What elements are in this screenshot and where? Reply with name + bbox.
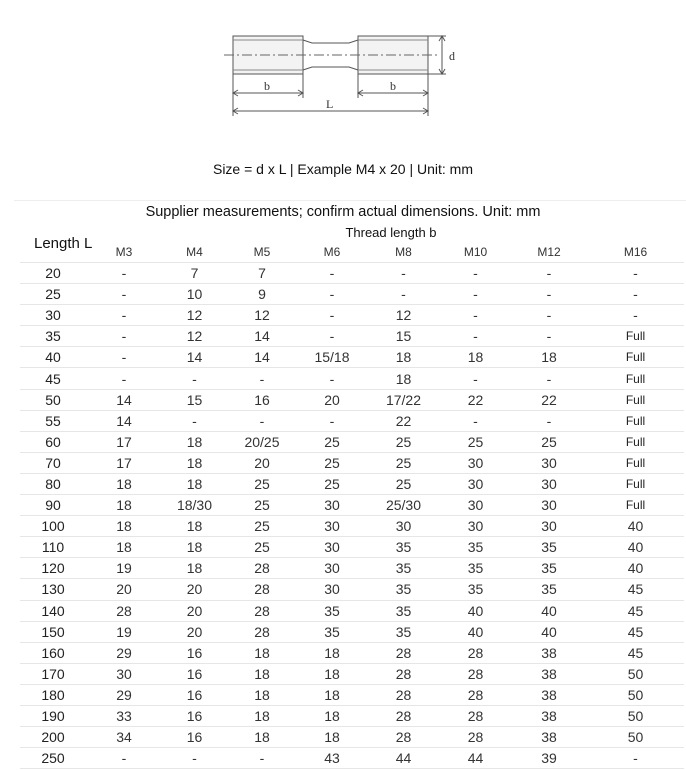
thread-length-cell: 18/30 bbox=[162, 495, 227, 516]
thread-length-cell: 30 bbox=[297, 516, 367, 537]
thread-length-cell: - bbox=[440, 368, 511, 389]
thread-length-cell: - bbox=[227, 368, 297, 389]
thread-length-cell: 28 bbox=[367, 642, 440, 663]
table-row bbox=[20, 326, 684, 347]
thread-length-cell: 35 bbox=[367, 579, 440, 600]
thread-length-cell: - bbox=[86, 305, 162, 326]
thread-length-cell: 38 bbox=[511, 727, 587, 748]
thread-length-cell: 43 bbox=[297, 748, 367, 769]
length-cell: 60 bbox=[20, 431, 86, 452]
length-cell: 120 bbox=[20, 558, 86, 579]
thread-length-cell: 14 bbox=[227, 347, 297, 368]
table-row bbox=[20, 410, 684, 431]
thread-length-cell: 28 bbox=[367, 663, 440, 684]
thread-length-cell: Full bbox=[587, 368, 684, 389]
thread-length-cell: 35 bbox=[511, 537, 587, 558]
thread-length-cell: 44 bbox=[440, 748, 511, 769]
thread-length-cell: - bbox=[511, 263, 587, 284]
thread-length-cell: - bbox=[86, 326, 162, 347]
thread-length-cell: 18 bbox=[297, 684, 367, 705]
thread-length-cell: - bbox=[297, 305, 367, 326]
thread-length-cell: 28 bbox=[367, 705, 440, 726]
thread-length-cell: - bbox=[511, 410, 587, 431]
table-row bbox=[20, 748, 684, 769]
column-header: M12 bbox=[511, 242, 587, 263]
thread-length-cell: 30 bbox=[511, 473, 587, 494]
thread-length-cell: Full bbox=[587, 495, 684, 516]
thread-length-cell: 16 bbox=[162, 684, 227, 705]
table-row bbox=[20, 263, 684, 284]
thread-length-cell: - bbox=[86, 284, 162, 305]
thread-length-cell: 19 bbox=[86, 558, 162, 579]
thread-length-cell: 25 bbox=[367, 452, 440, 473]
thread-length-cell: - bbox=[440, 326, 511, 347]
thread-length-table bbox=[20, 242, 684, 769]
thread-length-cell: - bbox=[511, 305, 587, 326]
thread-length-cell: 20 bbox=[162, 621, 227, 642]
table-row bbox=[20, 305, 684, 326]
thread-length-cell: - bbox=[86, 347, 162, 368]
thread-length-cell: 18 bbox=[86, 516, 162, 537]
thread-length-cell: - bbox=[297, 326, 367, 347]
thread-length-cell: 30 bbox=[86, 663, 162, 684]
thread-length-cell: 45 bbox=[587, 579, 684, 600]
table-row bbox=[20, 473, 684, 494]
thread-length-cell: 18 bbox=[227, 705, 297, 726]
thread-length-cell: 30 bbox=[440, 495, 511, 516]
thread-length-cell: - bbox=[86, 368, 162, 389]
thread-length-cell: 18 bbox=[511, 347, 587, 368]
thread-length-cell: - bbox=[440, 410, 511, 431]
thread-length-cell: 25 bbox=[367, 431, 440, 452]
thread-length-cell: 16 bbox=[162, 663, 227, 684]
length-cell: 25 bbox=[20, 284, 86, 305]
thread-length-cell: 28 bbox=[227, 558, 297, 579]
thread-length-cell: 40 bbox=[587, 558, 684, 579]
thread-length-cell: 30 bbox=[440, 516, 511, 537]
length-cell: 190 bbox=[20, 705, 86, 726]
table-row bbox=[20, 347, 684, 368]
thread-length-cell: 20 bbox=[162, 579, 227, 600]
column-header: M4 bbox=[162, 242, 227, 263]
thread-length-cell: 18 bbox=[297, 727, 367, 748]
thread-length-cell: - bbox=[440, 284, 511, 305]
thread-length-cell: 40 bbox=[440, 621, 511, 642]
thread-length-cell: 35 bbox=[511, 558, 587, 579]
thread-length-cell: 22 bbox=[367, 410, 440, 431]
thread-length-cell: Full bbox=[587, 389, 684, 410]
thread-length-cell: 28 bbox=[440, 642, 511, 663]
length-cell: 80 bbox=[20, 473, 86, 494]
length-cell: 90 bbox=[20, 495, 86, 516]
thread-length-cell: 28 bbox=[440, 727, 511, 748]
thread-length-cell: 25/30 bbox=[367, 495, 440, 516]
thread-length-cell: - bbox=[367, 263, 440, 284]
thread-length-cell: - bbox=[86, 263, 162, 284]
thread-length-cell: 34 bbox=[86, 727, 162, 748]
thread-length-cell: 14 bbox=[86, 389, 162, 410]
thread-length-cell: 18 bbox=[367, 368, 440, 389]
table-row bbox=[20, 642, 684, 663]
thread-length-cell: 35 bbox=[367, 600, 440, 621]
thread-length-cell: - bbox=[587, 305, 684, 326]
thread-length-cell: 40 bbox=[587, 516, 684, 537]
thread-length-cell: 18 bbox=[86, 537, 162, 558]
thread-length-cell: 35 bbox=[367, 537, 440, 558]
stud-bolt-diagram bbox=[0, 0, 686, 130]
thread-length-cell: 18 bbox=[227, 727, 297, 748]
thread-length-cell: 14 bbox=[86, 410, 162, 431]
thread-length-cell: 30 bbox=[440, 473, 511, 494]
thread-length-cell: 35 bbox=[440, 537, 511, 558]
thread-length-cell: - bbox=[511, 284, 587, 305]
thread-length-cell: - bbox=[86, 748, 162, 769]
thread-length-cell: 50 bbox=[587, 663, 684, 684]
length-cell: 170 bbox=[20, 663, 86, 684]
thread-length-cell: 28 bbox=[86, 600, 162, 621]
thread-length-cell: 18 bbox=[440, 347, 511, 368]
thread-length-cell: 7 bbox=[227, 263, 297, 284]
thread-length-cell: 22 bbox=[511, 389, 587, 410]
length-cell: 45 bbox=[20, 368, 86, 389]
table-row bbox=[20, 516, 684, 537]
thread-length-cell: 17 bbox=[86, 431, 162, 452]
length-cell: 55 bbox=[20, 410, 86, 431]
thread-length-cell: 30 bbox=[367, 516, 440, 537]
table-row bbox=[20, 663, 684, 684]
thread-length-cell: 40 bbox=[511, 621, 587, 642]
length-cell: 250 bbox=[20, 748, 86, 769]
thread-length-cell: 18 bbox=[162, 452, 227, 473]
thread-length-cell: - bbox=[297, 410, 367, 431]
thread-length-cell: 28 bbox=[227, 579, 297, 600]
length-cell: 200 bbox=[20, 727, 86, 748]
thread-length-cell: 39 bbox=[511, 748, 587, 769]
thread-length-cell: 25 bbox=[297, 452, 367, 473]
thread-length-cell: 40 bbox=[587, 537, 684, 558]
thread-length-cell: 18 bbox=[227, 663, 297, 684]
thread-length-cell: 25 bbox=[297, 431, 367, 452]
thread-length-cell: 25 bbox=[227, 537, 297, 558]
thread-length-cell: 30 bbox=[440, 452, 511, 473]
column-header: M5 bbox=[227, 242, 297, 263]
thread-length-cell: 30 bbox=[297, 579, 367, 600]
thread-length-cell: 18 bbox=[162, 558, 227, 579]
thread-length-cell: 35 bbox=[367, 558, 440, 579]
thread-length-cell: Full bbox=[587, 431, 684, 452]
thread-length-cell: 45 bbox=[587, 642, 684, 663]
thread-length-cell: 20 bbox=[86, 579, 162, 600]
thread-length-cell: 10 bbox=[162, 284, 227, 305]
thread-length-cell: 25 bbox=[511, 431, 587, 452]
length-cell: 150 bbox=[20, 621, 86, 642]
thread-length-cell: - bbox=[162, 748, 227, 769]
thread-length-cell: Full bbox=[587, 473, 684, 494]
thread-length-cell: 30 bbox=[297, 558, 367, 579]
thread-length-cell: 25 bbox=[227, 473, 297, 494]
length-cell: 110 bbox=[20, 537, 86, 558]
thread-length-cell: 30 bbox=[297, 495, 367, 516]
header-length-spacer bbox=[20, 242, 86, 263]
thread-length-cell: 30 bbox=[297, 537, 367, 558]
thread-length-cell: 38 bbox=[511, 642, 587, 663]
thread-length-cell: - bbox=[511, 368, 587, 389]
table-header-row bbox=[20, 242, 684, 263]
thread-length-cell: 25 bbox=[227, 516, 297, 537]
length-cell: 100 bbox=[20, 516, 86, 537]
thread-length-cell: - bbox=[367, 284, 440, 305]
label-d: d bbox=[449, 49, 455, 63]
thread-length-cell: 18 bbox=[86, 495, 162, 516]
table-row bbox=[20, 452, 684, 473]
table-row bbox=[20, 558, 684, 579]
thread-length-cell: 16 bbox=[162, 727, 227, 748]
label-b-left: b bbox=[264, 79, 270, 93]
thread-length-cell: 35 bbox=[511, 579, 587, 600]
thread-length-cell: 28 bbox=[440, 705, 511, 726]
thread-length-cell: 50 bbox=[587, 727, 684, 748]
thread-length-cell: 20 bbox=[227, 452, 297, 473]
table-row bbox=[20, 368, 684, 389]
table-row bbox=[20, 600, 684, 621]
thread-length-cell: 38 bbox=[511, 663, 587, 684]
thread-length-cell: 18 bbox=[297, 705, 367, 726]
thread-length-cell: 35 bbox=[297, 621, 367, 642]
thread-length-cell: 14 bbox=[227, 326, 297, 347]
thread-length-cell: - bbox=[440, 305, 511, 326]
thread-length-cell: 15 bbox=[162, 389, 227, 410]
column-header: M10 bbox=[440, 242, 511, 263]
thread-length-cell: Full bbox=[587, 326, 684, 347]
length-cell: 35 bbox=[20, 326, 86, 347]
thread-length-cell: Full bbox=[587, 410, 684, 431]
thread-length-cell: 28 bbox=[440, 663, 511, 684]
length-cell: 160 bbox=[20, 642, 86, 663]
thread-length-cell: 17 bbox=[86, 452, 162, 473]
thread-length-cell: 18 bbox=[86, 473, 162, 494]
thread-length-cell: Full bbox=[587, 452, 684, 473]
thread-length-cell: 18 bbox=[227, 642, 297, 663]
thread-length-cell: 28 bbox=[440, 684, 511, 705]
thread-length-cell: 28 bbox=[367, 727, 440, 748]
thread-length-cell: 18 bbox=[162, 431, 227, 452]
column-header: M6 bbox=[297, 242, 367, 263]
thread-length-cell: 18 bbox=[162, 516, 227, 537]
thread-length-cell: - bbox=[587, 748, 684, 769]
thread-length-cell: 12 bbox=[162, 326, 227, 347]
thread-length-cell: 50 bbox=[587, 684, 684, 705]
table-row bbox=[20, 621, 684, 642]
thread-length-cell: 33 bbox=[86, 705, 162, 726]
table-top-divider bbox=[14, 200, 686, 201]
label-b-right: b bbox=[390, 79, 396, 93]
thread-length-cell: 30 bbox=[511, 495, 587, 516]
column-header: M3 bbox=[86, 242, 162, 263]
thread-length-cell: 17/22 bbox=[367, 389, 440, 410]
table-row bbox=[20, 579, 684, 600]
thread-length-cell: 45 bbox=[587, 600, 684, 621]
thread-length-cell: 12 bbox=[162, 305, 227, 326]
thread-length-cell: - bbox=[297, 368, 367, 389]
thread-length-cell: 18 bbox=[227, 684, 297, 705]
thread-length-cell: 30 bbox=[511, 516, 587, 537]
thread-length-cell: - bbox=[227, 748, 297, 769]
length-cell: 130 bbox=[20, 579, 86, 600]
thread-length-cell: 38 bbox=[511, 705, 587, 726]
thread-length-cell: 25 bbox=[297, 473, 367, 494]
thread-length-cell: 20 bbox=[162, 600, 227, 621]
thread-length-cell: 25 bbox=[367, 473, 440, 494]
thread-length-cell: Full bbox=[587, 347, 684, 368]
thread-length-cell: 40 bbox=[440, 600, 511, 621]
thread-length-cell: - bbox=[511, 326, 587, 347]
table-row bbox=[20, 495, 684, 516]
thread-length-cell: - bbox=[162, 410, 227, 431]
thread-length-cell: 14 bbox=[162, 347, 227, 368]
thread-length-cell: 50 bbox=[587, 705, 684, 726]
thread-length-cell: - bbox=[587, 284, 684, 305]
table-note: Supplier measurements; confirm actual dimensions. Unit: mm bbox=[145, 204, 541, 220]
thread-length-cell: 20 bbox=[297, 389, 367, 410]
thread-length-cell: 16 bbox=[227, 389, 297, 410]
length-cell: 140 bbox=[20, 600, 86, 621]
thread-length-cell: 12 bbox=[367, 305, 440, 326]
size-line: Size = d x L | Example M4 x 20 | Unit: mm bbox=[212, 161, 473, 177]
thread-length-cell: 29 bbox=[86, 642, 162, 663]
thread-length-label: Thread length b bbox=[345, 225, 437, 240]
thread-length-cell: 18 bbox=[297, 663, 367, 684]
length-cell: 50 bbox=[20, 389, 86, 410]
thread-length-cell: 18 bbox=[162, 537, 227, 558]
length-label: Length L bbox=[34, 235, 93, 252]
length-cell: 70 bbox=[20, 452, 86, 473]
thread-length-cell: - bbox=[162, 368, 227, 389]
thread-length-cell: 35 bbox=[297, 600, 367, 621]
thread-length-cell: 28 bbox=[227, 621, 297, 642]
thread-length-cell: 29 bbox=[86, 684, 162, 705]
thread-length-cell: 30 bbox=[511, 452, 587, 473]
column-header: M8 bbox=[367, 242, 440, 263]
table-row bbox=[20, 537, 684, 558]
thread-length-cell: 44 bbox=[367, 748, 440, 769]
length-cell: 30 bbox=[20, 305, 86, 326]
thread-length-cell: - bbox=[440, 263, 511, 284]
thread-length-cell: - bbox=[227, 410, 297, 431]
thread-length-cell: 19 bbox=[86, 621, 162, 642]
column-header: M16 bbox=[587, 242, 684, 263]
thread-length-cell: 20/25 bbox=[227, 431, 297, 452]
table-row bbox=[20, 284, 684, 305]
thread-length-cell: 18 bbox=[162, 473, 227, 494]
thread-length-cell: 22 bbox=[440, 389, 511, 410]
thread-length-cell: 35 bbox=[367, 621, 440, 642]
thread-length-cell: 25 bbox=[227, 495, 297, 516]
table-row bbox=[20, 684, 684, 705]
length-cell: 180 bbox=[20, 684, 86, 705]
thread-length-cell: 16 bbox=[162, 642, 227, 663]
thread-length-cell: 40 bbox=[511, 600, 587, 621]
length-cell: 40 bbox=[20, 347, 86, 368]
table-row bbox=[20, 431, 684, 452]
table-row bbox=[20, 727, 684, 748]
thread-length-cell: 7 bbox=[162, 263, 227, 284]
thread-length-cell: - bbox=[587, 263, 684, 284]
thread-length-cell: 35 bbox=[440, 558, 511, 579]
thread-length-cell: - bbox=[297, 284, 367, 305]
thread-length-cell: 25 bbox=[440, 431, 511, 452]
thread-length-cell: - bbox=[297, 263, 367, 284]
thread-length-cell: 28 bbox=[227, 600, 297, 621]
thread-length-cell: 9 bbox=[227, 284, 297, 305]
thread-length-cell: 15/18 bbox=[297, 347, 367, 368]
thread-length-cell: 18 bbox=[367, 347, 440, 368]
thread-length-cell: 45 bbox=[587, 621, 684, 642]
thread-length-cell: 35 bbox=[440, 579, 511, 600]
thread-length-cell: 15 bbox=[367, 326, 440, 347]
thread-length-cell: 38 bbox=[511, 684, 587, 705]
table-row bbox=[20, 389, 684, 410]
thread-length-cell: 12 bbox=[227, 305, 297, 326]
thread-length-cell: 18 bbox=[297, 642, 367, 663]
length-cell: 20 bbox=[20, 263, 86, 284]
table-row bbox=[20, 705, 684, 726]
thread-length-cell: 16 bbox=[162, 705, 227, 726]
label-L: L bbox=[326, 97, 334, 111]
thread-length-cell: 28 bbox=[367, 684, 440, 705]
